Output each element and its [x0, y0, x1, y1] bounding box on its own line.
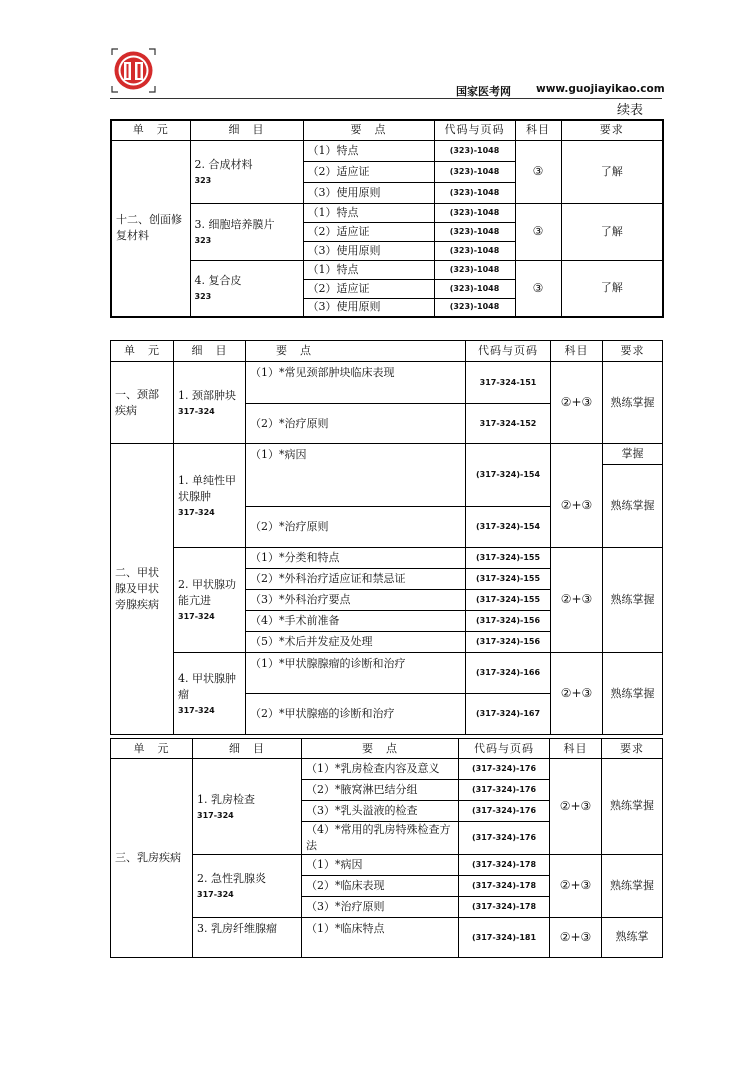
- unit-cell: 一、颈部疾病: [111, 362, 174, 444]
- code-cell: (317-324)-176: [459, 801, 550, 822]
- code-cell: (317-324)-155: [466, 590, 551, 611]
- code-cell: (317-324)-178: [459, 896, 550, 917]
- code-cell: 317-324-152: [466, 404, 551, 444]
- code-cell: (317-324)-176: [459, 759, 550, 780]
- col-header-code: 代码与页码: [434, 120, 515, 140]
- code-cell: (317-324)-155: [466, 569, 551, 590]
- requirement-cell: 熟练掌握: [603, 465, 663, 548]
- point-cell: （2）*腋窝淋巴结分组: [302, 780, 459, 801]
- code-cell: (317-324)-156: [466, 632, 551, 653]
- point-cell: （2）*治疗原则: [246, 404, 466, 444]
- code-cell: (323)-1048: [434, 279, 515, 298]
- table-row: [111, 203, 663, 222]
- point-cell: （2）适应证: [303, 279, 434, 298]
- col-header-unit: 单 元: [111, 341, 174, 362]
- point-cell: （1）*病因: [302, 854, 459, 875]
- site-url[interactable]: www.guojiayikao.com: [536, 83, 665, 95]
- requirement-cell: 了解: [561, 260, 663, 317]
- code-cell: (317-324)-178: [459, 854, 550, 875]
- col-header-subject: 科目: [515, 120, 561, 140]
- table-row: [111, 362, 663, 404]
- code-cell: (317-324)-166: [466, 653, 551, 694]
- table-row: [111, 653, 663, 694]
- table-row: [111, 917, 663, 957]
- item-cell: 3. 乳房纤维腺瘤: [193, 917, 302, 957]
- table-row: [111, 854, 663, 875]
- col-header-subject: 科目: [551, 341, 603, 362]
- point-cell: （2）适应证: [303, 222, 434, 241]
- table-row: [111, 140, 663, 161]
- item-cell: 1. 颈部肿块 317-324: [174, 362, 246, 444]
- col-header-requirement: 要求: [561, 120, 663, 140]
- subject-cell: ②+③: [550, 759, 602, 855]
- code-cell: (323)-1048: [434, 222, 515, 241]
- header-rule: [110, 98, 662, 99]
- point-cell: （1）*分类和特点: [246, 548, 466, 569]
- col-header-item: 细 目: [193, 739, 302, 759]
- col-header-unit: 单 元: [111, 739, 193, 759]
- col-header-point: 要 点: [303, 120, 434, 140]
- point-cell: （3）使用原则: [303, 241, 434, 260]
- requirement-cell: 掌握: [603, 444, 663, 465]
- subject-cell-empty: [551, 444, 603, 465]
- code-cell: (323)-1048: [434, 203, 515, 222]
- point-cell: （4）*常用的乳房特殊检查方法: [302, 822, 459, 855]
- point-cell: （3）*外科治疗要点: [246, 590, 466, 611]
- point-cell: （3）*治疗原则: [302, 896, 459, 917]
- point-cell: （3）使用原则: [303, 298, 434, 317]
- point-cell: （2）*临床表现: [302, 875, 459, 896]
- table-row: [111, 548, 663, 569]
- code-cell: (323)-1048: [434, 298, 515, 317]
- col-header-item: 细 目: [190, 120, 303, 140]
- requirement-cell: 了解: [561, 203, 663, 260]
- point-cell: （2）*甲状腺癌的诊断和治疗: [246, 694, 466, 735]
- item-cell: 3. 细胞培养膜片 323: [190, 203, 303, 260]
- site-name: 国家医考网: [456, 85, 511, 98]
- code-cell: (323)-1048: [434, 161, 515, 182]
- col-header-code: 代码与页码: [466, 341, 551, 362]
- code-cell: (317-324)-167: [466, 694, 551, 735]
- unit-cell: 二、甲状腺及甲状旁腺疾病: [111, 444, 174, 735]
- code-cell: (323)-1048: [434, 260, 515, 279]
- requirement-cell: 了解: [561, 140, 663, 203]
- col-header-code: 代码与页码: [459, 739, 550, 759]
- item-cell: 4. 甲状腺肿瘤 317-324: [174, 653, 246, 735]
- subject-cell: ②+③: [550, 854, 602, 917]
- code-cell: (317-324)-154: [466, 444, 551, 507]
- point-cell: （5）*术后并发症及处理: [246, 632, 466, 653]
- point-cell: （3）*乳头溢液的检查: [302, 801, 459, 822]
- table-row: [111, 444, 663, 465]
- requirement-cell: 熟练掌握: [603, 548, 663, 653]
- header-row: [111, 739, 663, 759]
- code-cell: (323)-1048: [434, 182, 515, 203]
- point-cell: （1）*病因: [246, 444, 466, 507]
- point-cell: （3）使用原则: [303, 182, 434, 203]
- subject-cell: ②+③: [551, 362, 603, 444]
- item-cell: 2. 合成材料 323: [190, 140, 303, 203]
- code-cell: (317-324)-155: [466, 548, 551, 569]
- header-row: [111, 341, 663, 362]
- requirement-cell: 熟练掌握: [602, 759, 663, 855]
- item-cell: 1. 单纯性甲状腺肿 317-324: [174, 444, 246, 548]
- point-cell: （1）特点: [303, 140, 434, 161]
- subject-cell: ②+③: [551, 548, 603, 653]
- code-cell: (323)-1048: [434, 140, 515, 161]
- subject-cell: ②+③: [551, 653, 603, 735]
- unit-cell: 三、乳房疾病: [111, 759, 193, 958]
- code-cell: (317-324)-154: [466, 507, 551, 548]
- code-cell: (317-324)-181: [459, 917, 550, 957]
- col-header-point: 要 点: [246, 341, 466, 362]
- table-row: [111, 759, 663, 780]
- header-row: [111, 120, 663, 140]
- code-cell: (317-324)-176: [459, 780, 550, 801]
- point-cell: （2）适应证: [303, 161, 434, 182]
- point-cell: （2）*治疗原则: [246, 507, 466, 548]
- subject-cell: ②+③: [551, 465, 603, 548]
- item-cell: 2. 急性乳腺炎 317-324: [193, 854, 302, 917]
- site-logo: [110, 47, 157, 94]
- point-cell: （4）*手术前准备: [246, 611, 466, 632]
- col-header-unit: 单 元: [111, 120, 190, 140]
- table-breast: [110, 738, 663, 958]
- code-cell: (317-324)-178: [459, 875, 550, 896]
- item-cell: 4. 复合皮 323: [190, 260, 303, 317]
- point-cell: （2）*外科治疗适应证和禁忌证: [246, 569, 466, 590]
- subject-cell: ③: [515, 140, 561, 203]
- subject-cell: ③: [515, 260, 561, 317]
- code-cell: 317-324-151: [466, 362, 551, 404]
- point-cell: （1）*临床特点: [302, 917, 459, 957]
- col-header-subject: 科目: [550, 739, 602, 759]
- code-cell: (323)-1048: [434, 241, 515, 260]
- requirement-cell: 熟练掌握: [603, 362, 663, 444]
- table-row: [111, 260, 663, 279]
- code-cell: (317-324)-176: [459, 822, 550, 855]
- table-wound-materials: [110, 119, 664, 318]
- point-cell: （1）特点: [303, 260, 434, 279]
- code-cell: (317-324)-156: [466, 611, 551, 632]
- requirement-cell: 熟练掌握: [602, 854, 663, 917]
- point-cell: （1）*甲状腺腺瘤的诊断和治疗: [246, 653, 466, 694]
- col-header-requirement: 要求: [602, 739, 663, 759]
- point-cell: （1）*乳房检查内容及意义: [302, 759, 459, 780]
- requirement-cell: 熟练掌握: [603, 653, 663, 735]
- continued-label: 续表: [617, 103, 644, 118]
- point-cell: （1）特点: [303, 203, 434, 222]
- item-cell: 2. 甲状腺功能亢进 317-324: [174, 548, 246, 653]
- unit-cell: 十二、创面修复材料: [111, 140, 190, 317]
- point-cell: （1）*常见颈部肿块临床表现: [246, 362, 466, 404]
- col-header-item: 细 目: [174, 341, 246, 362]
- requirement-cell: 熟练掌: [602, 917, 663, 957]
- item-cell: 1. 乳房检查 317-324: [193, 759, 302, 855]
- table-neck-thyroid: [110, 340, 663, 735]
- subject-cell: ③: [515, 203, 561, 260]
- subject-cell: ②+③: [550, 917, 602, 957]
- col-header-point: 要 点: [302, 739, 459, 759]
- col-header-requirement: 要求: [603, 341, 663, 362]
